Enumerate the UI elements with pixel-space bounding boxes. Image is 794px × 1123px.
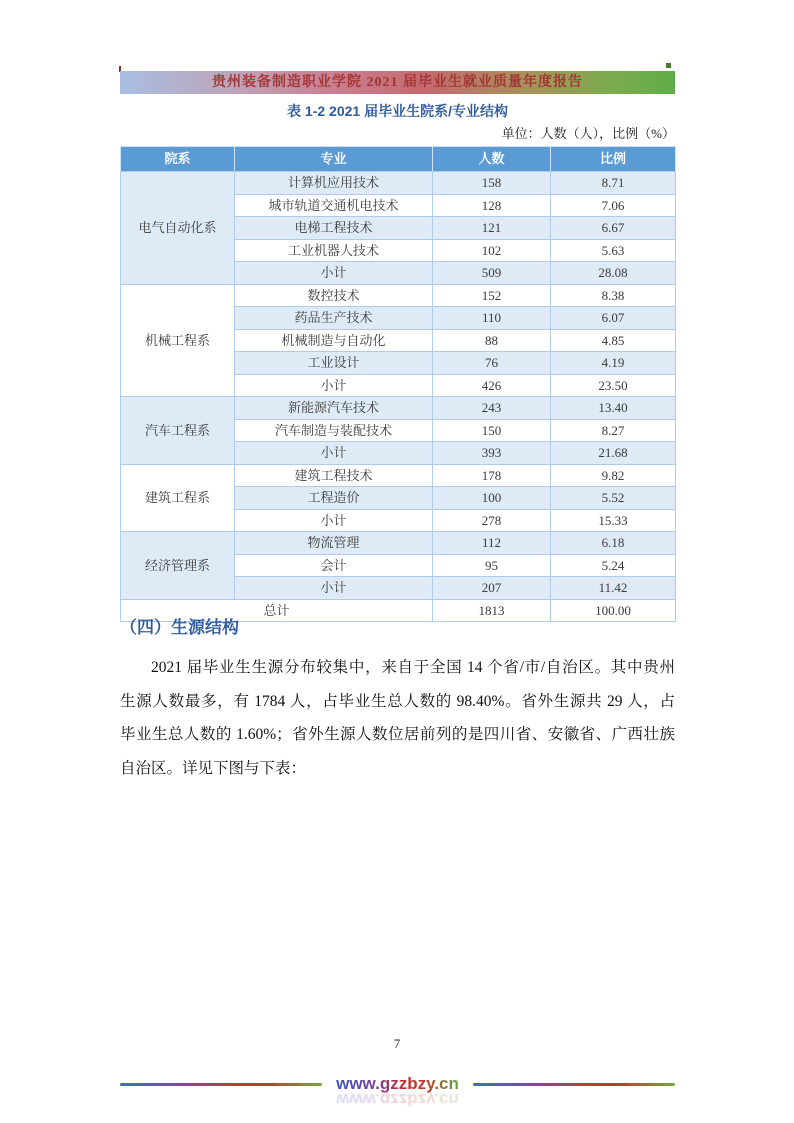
ratio-cell: 13.40 xyxy=(551,397,676,420)
count-cell: 152 xyxy=(433,284,551,307)
major-cell: 电梯工程技术 xyxy=(235,217,433,240)
ratio-cell: 23.50 xyxy=(551,374,676,397)
paragraph-line: 生源人数最多，有 1784 人，占毕业生总人数的 98.40%。省外生源共 29 人，占 xyxy=(120,692,675,710)
table-row xyxy=(121,172,676,195)
column-header: 专业 xyxy=(235,147,433,172)
table-row xyxy=(121,464,676,487)
count-cell: 393 xyxy=(433,442,551,465)
major-cell: 工业机器人技术 xyxy=(235,239,433,262)
major-cell: 物流管理 xyxy=(235,532,433,555)
count-cell: 88 xyxy=(433,329,551,352)
footer xyxy=(120,1074,675,1109)
major-cell: 会计 xyxy=(235,554,433,577)
count-cell: 76 xyxy=(433,352,551,375)
table-header xyxy=(121,147,676,172)
count-cell: 178 xyxy=(433,464,551,487)
ratio-cell: 11.42 xyxy=(551,577,676,600)
ratio-cell: 6.07 xyxy=(551,307,676,330)
major-cell: 小计 xyxy=(235,577,433,600)
count-cell: 509 xyxy=(433,262,551,285)
major-cell: 工程造价 xyxy=(235,487,433,510)
ratio-cell: 4.85 xyxy=(551,329,676,352)
paragraph-line: 毕业生总人数的 1.60%；省外生源人数位居前列的是四川省、安徽省、广西壮族 xyxy=(120,726,675,743)
ratio-cell: 9.82 xyxy=(551,464,676,487)
total-ratio-cell: 100.00 xyxy=(551,599,676,622)
page-number: 7 xyxy=(393,1036,401,1051)
major-cell: 小计 xyxy=(235,442,433,465)
major-cell: 汽车制造与装配技术 xyxy=(235,419,433,442)
footer-site-wrap xyxy=(322,1074,473,1109)
ratio-cell: 6.18 xyxy=(551,532,676,555)
major-cell: 小计 xyxy=(235,509,433,532)
major-cell: 药品生产技术 xyxy=(235,307,433,330)
count-cell: 102 xyxy=(433,239,551,262)
dept-cell: 经济管理系 xyxy=(121,532,235,600)
major-cell: 小计 xyxy=(235,374,433,397)
website-link[interactable]: www.gzzbzy.cn xyxy=(336,1074,459,1093)
column-header: 比例 xyxy=(551,147,676,172)
table-row xyxy=(121,532,676,555)
ratio-cell: 5.52 xyxy=(551,487,676,510)
report-header-title: 贵州装备制造职业学院 2021 届毕业生就业质量年度报告 xyxy=(212,75,583,90)
major-cell: 小计 xyxy=(235,262,433,285)
count-cell: 112 xyxy=(433,532,551,555)
count-cell: 207 xyxy=(433,577,551,600)
table-row xyxy=(121,397,676,420)
count-cell: 278 xyxy=(433,509,551,532)
table-row xyxy=(121,284,676,307)
count-cell: 95 xyxy=(433,554,551,577)
major-structure-table xyxy=(120,146,676,622)
major-cell: 城市轨道交通机电技术 xyxy=(235,194,433,217)
count-cell: 128 xyxy=(433,194,551,217)
website-link-reflection: www.gzzbzy.cn xyxy=(336,1090,459,1109)
footer-gradient-line-right xyxy=(473,1083,675,1086)
table-body xyxy=(121,172,676,622)
ratio-cell: 6.67 xyxy=(551,217,676,240)
count-cell: 243 xyxy=(433,397,551,420)
paragraph-line: 自治区。详见下图与下表： xyxy=(120,759,307,777)
count-cell: 426 xyxy=(433,374,551,397)
column-header: 院系 xyxy=(121,147,235,172)
ratio-cell: 7.06 xyxy=(551,194,676,217)
major-cell: 建筑工程技术 xyxy=(235,464,433,487)
table-title: 表 1-2 2021 届毕业生院系/专业结构 xyxy=(287,103,508,119)
ratio-cell: 21.68 xyxy=(551,442,676,465)
major-cell: 新能源汽车技术 xyxy=(235,397,433,420)
ratio-cell: 8.71 xyxy=(551,172,676,195)
dept-cell: 建筑工程系 xyxy=(121,464,235,532)
count-cell: 150 xyxy=(433,419,551,442)
report-header-banner xyxy=(120,71,675,94)
table-header-row xyxy=(121,147,676,172)
paragraph-line: 2021 届毕业生生源分布较集中，来自于全国 14 个省/市/自治区。其中贵州 xyxy=(151,659,675,676)
banner-corner-mark-right xyxy=(666,63,671,68)
ratio-cell: 28.08 xyxy=(551,262,676,285)
footer-gradient-line-left xyxy=(120,1083,322,1086)
major-cell: 工业设计 xyxy=(235,352,433,375)
dept-cell: 汽车工程系 xyxy=(121,397,235,465)
unit-note: 单位：人数（人），比例（%） xyxy=(501,126,675,141)
intro-paragraph xyxy=(120,651,675,785)
total-count-cell: 1813 xyxy=(433,599,551,622)
count-cell: 158 xyxy=(433,172,551,195)
ratio-cell: 8.27 xyxy=(551,419,676,442)
dept-cell: 机械工程系 xyxy=(121,284,235,397)
ratio-cell: 4.19 xyxy=(551,352,676,375)
count-cell: 100 xyxy=(433,487,551,510)
major-cell: 数控技术 xyxy=(235,284,433,307)
section-heading: （四）生源结构 xyxy=(120,618,239,637)
ratio-cell: 5.24 xyxy=(551,554,676,577)
dept-cell: 电气自动化系 xyxy=(121,172,235,285)
count-cell: 110 xyxy=(433,307,551,330)
ratio-cell: 5.63 xyxy=(551,239,676,262)
total-label-cell: 总计 xyxy=(121,599,433,622)
major-cell: 机械制造与自动化 xyxy=(235,329,433,352)
ratio-cell: 15.33 xyxy=(551,509,676,532)
major-cell: 计算机应用技术 xyxy=(235,172,433,195)
ratio-cell: 8.38 xyxy=(551,284,676,307)
count-cell: 121 xyxy=(433,217,551,240)
column-header: 人数 xyxy=(433,147,551,172)
